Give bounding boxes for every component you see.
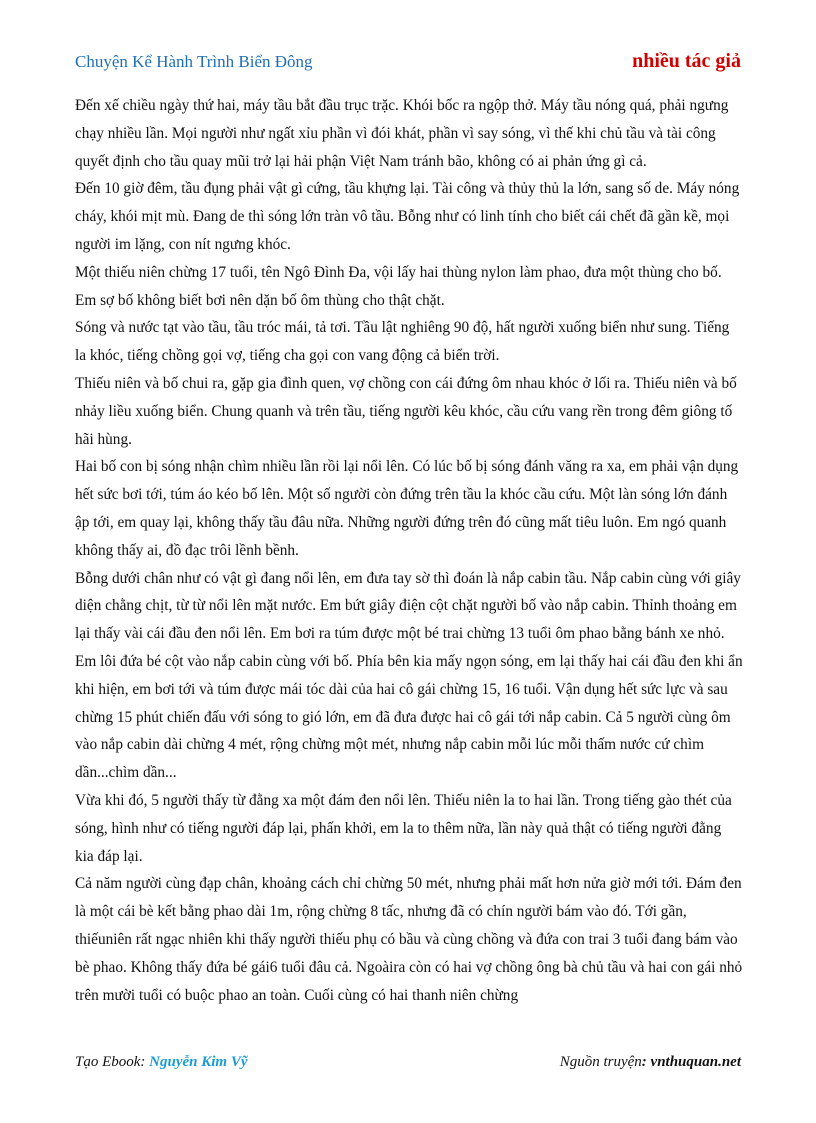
paragraph: Cả năm người cùng đạp chân, khoảng cách chỉ chừng 50 mét, nhưng phải mất hơn nửa giờ mới tới. Đám đen là một cái bè kết bằng phao dài 1m, rộng chừng 8 tấc, nhưng đã có chín người bám vào đó. Tới gần, thiếuniên rất ngạc nhiên khi thấy người thiếu phụ có bầu và cùng chồng và đứa con trai 3 tuổi đang bám vào bè phao. Không thấy đứa bé gái6 tuổi đâu cả. Ngoàira còn có hai vợ chồng ông bà chủ tầu và hai con gái nhỏ trên mười tuổi có buộc phao an toàn. Cuối cùng có hai thanh niên chừng bbox=[75, 875, 743, 1004]
source-label: Nguồn truyện bbox=[559, 1054, 642, 1070]
page-footer bbox=[75, 1054, 741, 1078]
paragraph: Hai bố con bị sóng nhận chìm nhiều lần rồi lại nổi lên. Có lúc bố bị sóng đánh văng ra xa, em phải vận dụng hết sức bơi tới, túm áo kéo bố lên. Một số người còn đứng trên tầu la khóc cầu cứu. Một làn sóng lớn đánh ập tới, em quay lại, không thấy tầu đâu nữa. Những người đứng trên đó cũng mất tiêu luôn. Em ngó quanh không thấy ai, đồ đạc trôi lềnh bềnh. bbox=[75, 458, 739, 559]
paragraph: Vừa khi đó, 5 người thấy từ đằng xa một đám đen nổi lên. Thiếu niên la to hai lần. Trong tiếng gào thét của sóng, hình như có tiếng người đáp lại, phấn khởi, em la to thêm nữa, lần này quả thật có tiếng người đằng kia đáp lại. bbox=[75, 791, 732, 865]
paragraph: Đến xế chiều ngày thứ hai, máy tầu bắt đầu trục trặc. Khói bốc ra ngộp thở. Máy tầu nóng quá, phải ngưng chạy nhiều lần. Mọi người như ngất xỉu phần vì đói khát, phần vì say sóng, vì thế khi chủ tầu và tài công quyết định cho tầu quay mũi trở lại hải phận Việt Nam tránh bão, không có ai phản ứng gì cả. bbox=[75, 97, 729, 170]
paragraph: Thiếu niên và bố chui ra, gặp gia đình quen, vợ chồng con cái đứng ôm nhau khóc ở lối ra. Thiếu niên và bố nhảy liều xuống biển. Chung quanh và trên tầu, tiếng người kêu khóc, cầu cứu vang rền trong đêm giông tố hãi hùng. bbox=[75, 374, 737, 448]
paragraph: Bỗng dưới chân như có vật gì đang nổi lên, em đưa tay sờ thì đoán là nắp cabin tầu. Nắp cabin cùng với giây diện chằng chịt, từ từ nổi lên mặt nước. Em bứt giây điện cột chặt người bố vào nắp cabin. Thỉnh thoảng em lại thấy vài cái đầu đen nổi lên. Em bơi ra túm được một bé trai chừng 13 tuổi ôm phao bằng bánh xe nhỏ. Em lôi đứa bé cột vào nắp cabin cùng với bố. Phía bên kia mấy ngọn sóng, em lại thấy hai cái đầu đen khi ẩn khi hiện, em bơi tới và túm được mái tóc dài của hai cô gái chừng 15, 16 tuổi. Vận dụng hết sức lực và sau chừng 15 phút chiến đấu với sóng to gió lớn, em đã đưa được hai cô gái tới nắp cabin. Cả 5 người cùng ôm vào nắp cabin dài chừng 4 mét, rộng chừng một mét, nhưng nắp cabin mỗi lúc mỗi thấm nước cứ chìm dần...chìm dần... bbox=[75, 569, 743, 782]
source-site: vnthuquan.net bbox=[650, 1054, 741, 1070]
story-body bbox=[75, 92, 743, 1009]
ebook-creator-credit: Tạo Ebook: Nguyễn Kim Vỹ bbox=[75, 1054, 248, 1070]
page-header bbox=[75, 50, 741, 76]
paragraph: Một thiếu niên chừng 17 tuổi, tên Ngô Đình Đa, vội lấy hai thùng nylon làm phao, đưa một thùng cho bố. Em sợ bố không biết bơi nên dặn bố ôm thùng cho thật chặt. bbox=[75, 263, 722, 309]
creator-label: Tạo Ebook bbox=[75, 1054, 141, 1070]
book-author: nhiều tác giả bbox=[632, 50, 741, 72]
source-credit: Nguồn truyện: vnthuquan.net bbox=[559, 1054, 741, 1070]
creator-name: Nguyễn Kim Vỹ bbox=[149, 1054, 248, 1070]
paragraph: Đến 10 giờ đêm, tầu đụng phải vật gì cứng, tầu khựng lại. Tài công và thủy thủ la lớn, sang số de. Máy nóng cháy, khói mịt mù. Đang de thì sóng lớn tràn vô tầu. Bỗng như có linh tính cho biết cái chết đã gần kề, mọi người im lặng, con nít ngưng khóc. bbox=[75, 180, 740, 253]
book-title: Chuyện Kể Hành Trình Biển Đông bbox=[75, 52, 313, 71]
paragraph: Sóng và nước tạt vào tầu, tầu tróc mái, tả tơi. Tầu lật nghiêng 90 độ, hất người xuống biển như sung. Tiếng la khóc, tiếng chồng gọi vợ, tiếng cha gọi con vang động cả biển trời. bbox=[75, 319, 730, 365]
